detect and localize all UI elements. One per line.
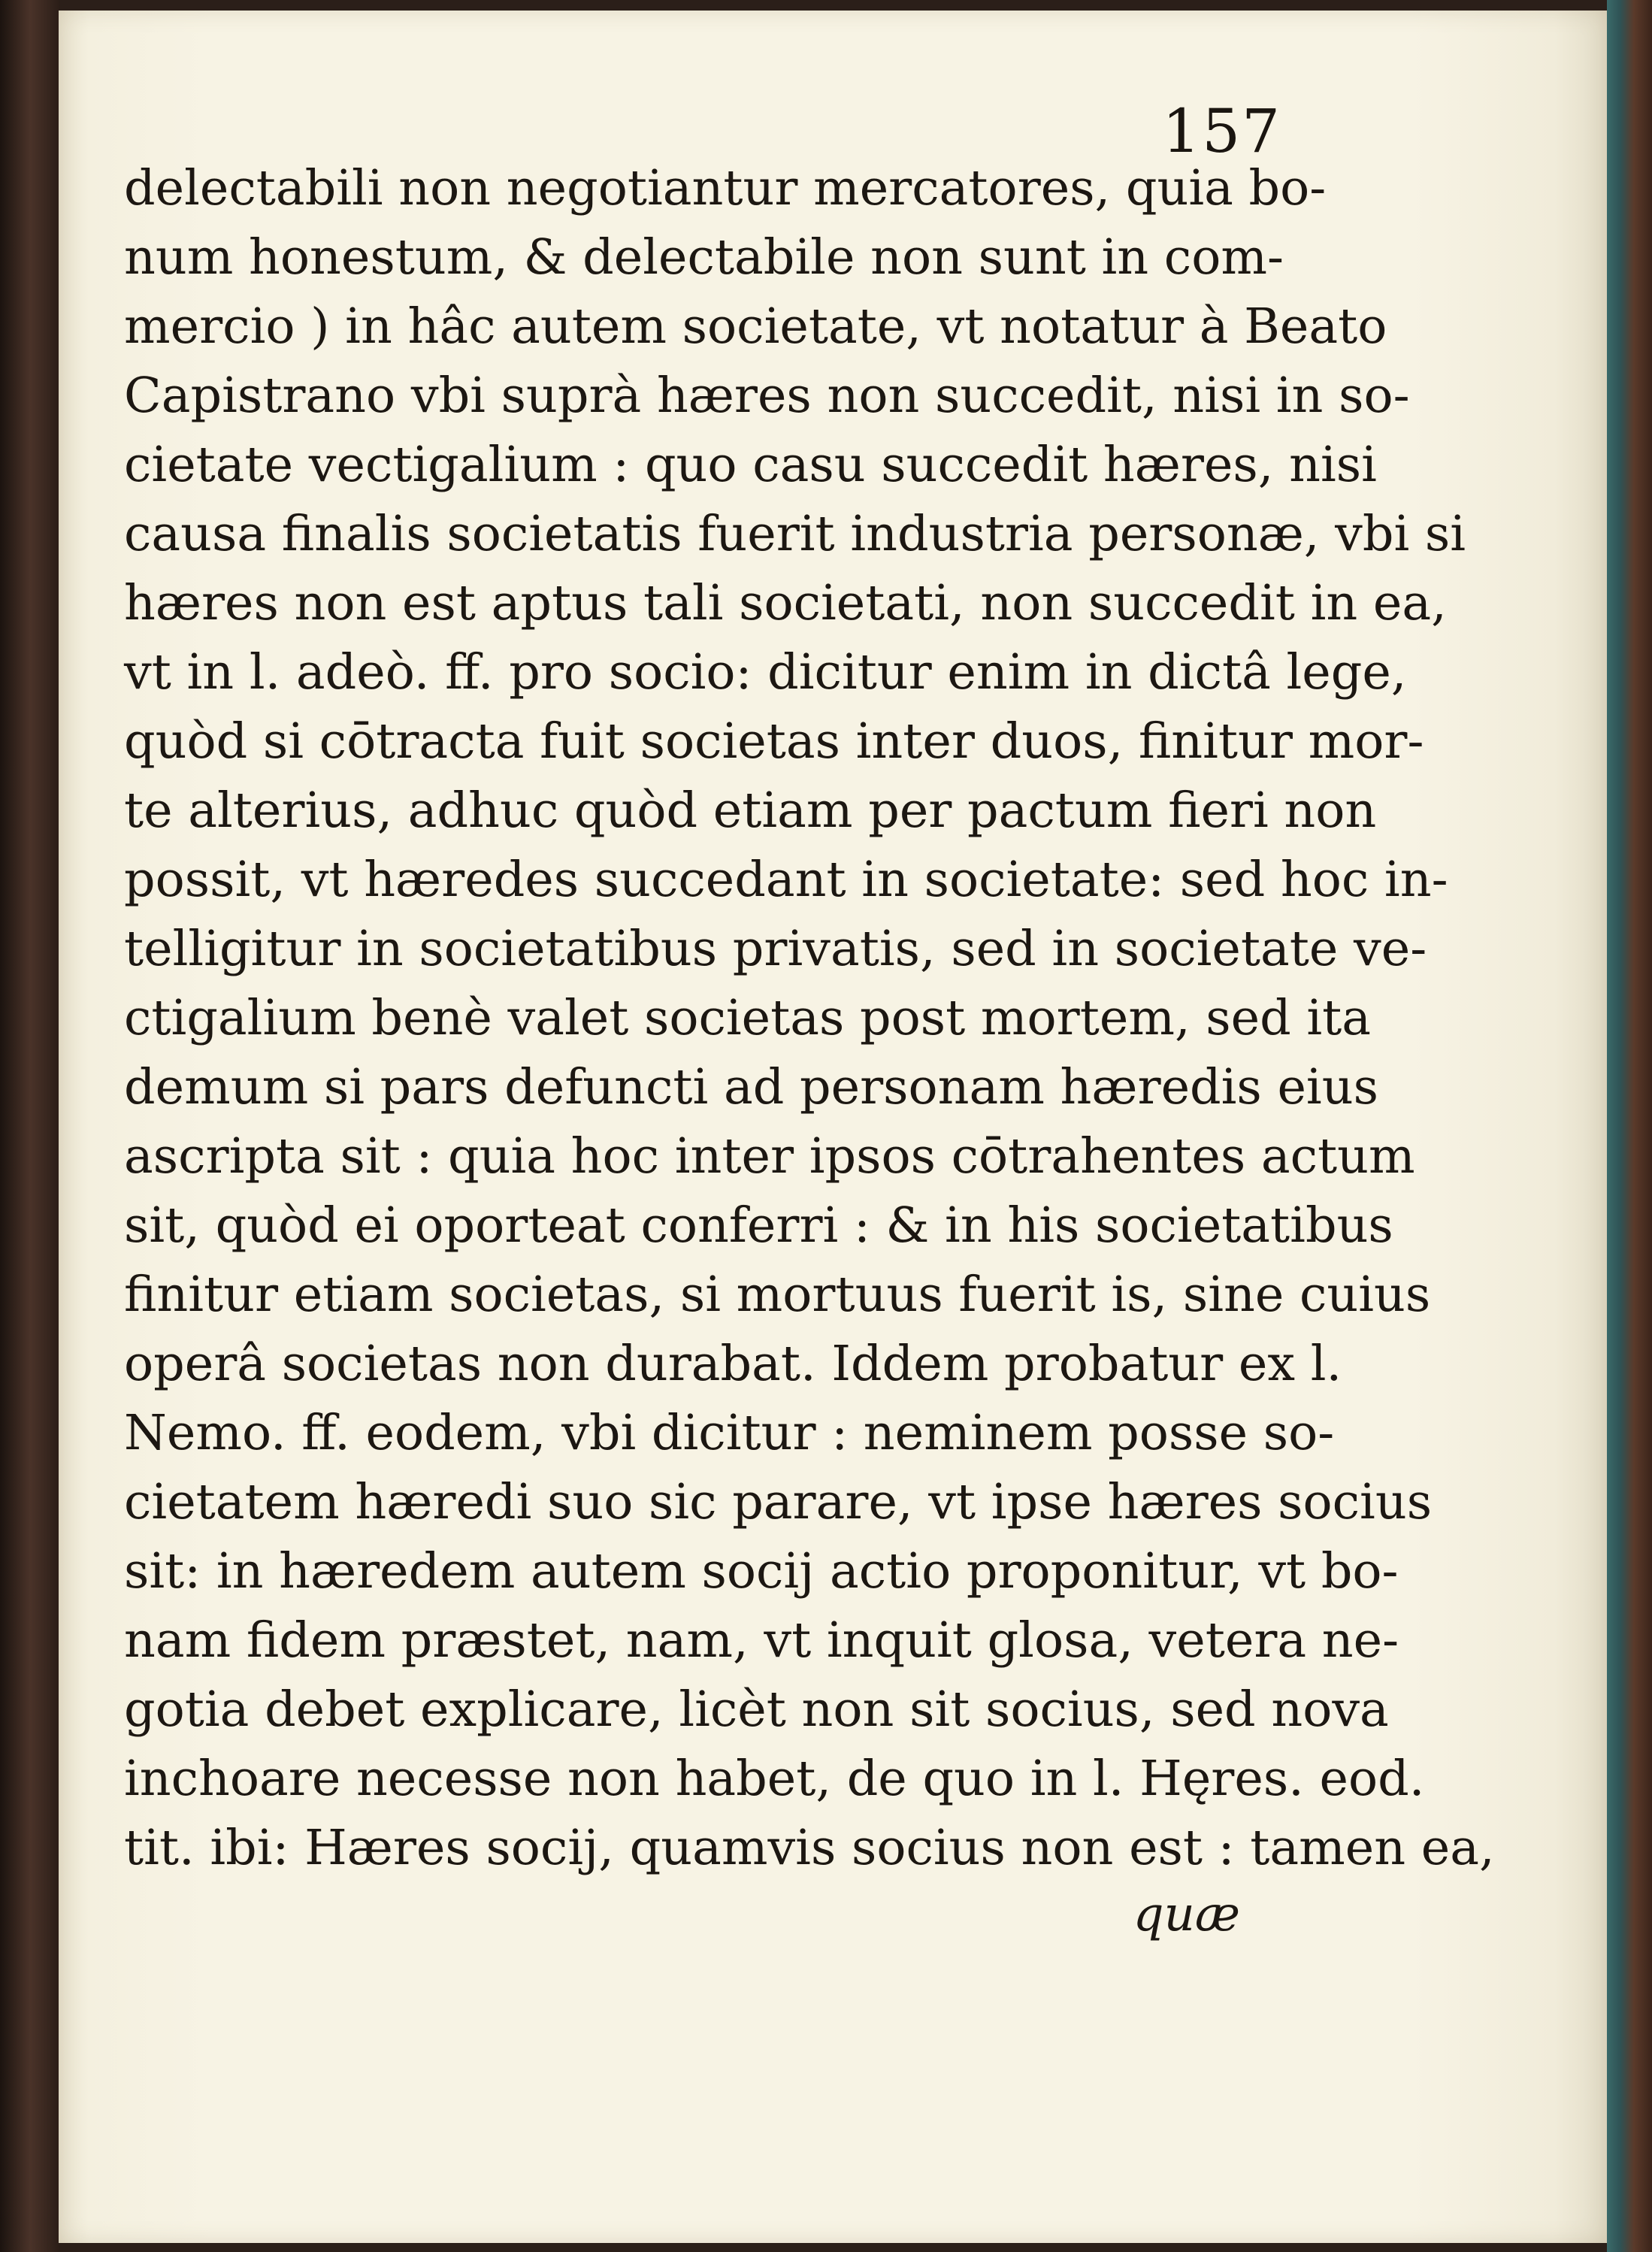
- text-line: quòd si cōtracta fuit societas inter duos, finitur mor-: [124, 713, 1424, 770]
- text-line: operâ societas non durabat. Iddem probatur ex l.: [124, 1336, 1342, 1392]
- text-line: cietatem hæredi suo sic parare, vt ipse hæres socius: [124, 1474, 1433, 1530]
- text-line: mercio ) in hâc autem societate, vt notatur à Beato: [124, 298, 1387, 355]
- text-line: possit, vt hæredes succedant in societate: sed hoc in-: [124, 852, 1448, 908]
- text-line: ascripta sit : quia hoc inter ipsos cōtrahentes actum: [124, 1128, 1415, 1185]
- text-line: causa finalis societatis fuerit industria personæ, vbi si: [124, 506, 1466, 562]
- text-line: inchoare necesse non habet, de quo in l. Hęres. eod.: [124, 1751, 1425, 1807]
- text-line: Nemo. ff. eodem, vbi dicitur : neminem posse so-: [124, 1405, 1335, 1461]
- catchword: quæ: [1133, 1887, 1240, 1942]
- text-line: num honestum, & delectabile non sunt in com-: [124, 229, 1284, 286]
- page-number: 157: [1162, 96, 1281, 166]
- text-line: vt in l. adeò. ff. pro socio: dicitur enim in dictâ lege,: [124, 644, 1407, 701]
- text-line: demum si pars defuncti ad personam hæredis eius: [124, 1059, 1378, 1115]
- text-line: nam fidem præstet, nam, vt inquit glosa, vetera ne-: [124, 1612, 1399, 1669]
- body-text: [124, 154, 1495, 1883]
- text-line: ctigalium benè valet societas post mortem, sed ita: [124, 990, 1372, 1046]
- text-line: cietate vectigalium : quo casu succedit hæres, nisi: [124, 437, 1377, 493]
- text-line: telligitur in societatibus privatis, sed in societate ve-: [124, 921, 1427, 977]
- text-line: hæres non est aptus tali societati, non succedit in ea,: [124, 575, 1447, 631]
- text-line: delectabili non negotiantur mercatores, quia bo-: [124, 160, 1327, 216]
- right-page-edge: [1607, 0, 1652, 2252]
- text-line: finitur etiam societas, si mortuus fuerit is, sine cuius: [124, 1267, 1431, 1323]
- text-line: sit: in hæredem autem socij actio proponitur, vt bo-: [124, 1543, 1399, 1600]
- text-line: te alterius, adhuc quòd etiam per pactum fieri non: [124, 782, 1377, 839]
- text-line: sit, quòd ei oporteat conferri : & in his societatibus: [124, 1197, 1393, 1254]
- text-line: Capistrano vbi suprà hæres non succedit, nisi in so-: [124, 368, 1410, 424]
- left-binding: [0, 0, 60, 2252]
- text-line: gotia debet explicare, licèt non sit socius, sed nova: [124, 1681, 1389, 1738]
- text-line: tit. ibi: Hæres socij, quamvis socius non est : tamen ea,: [124, 1820, 1495, 1876]
